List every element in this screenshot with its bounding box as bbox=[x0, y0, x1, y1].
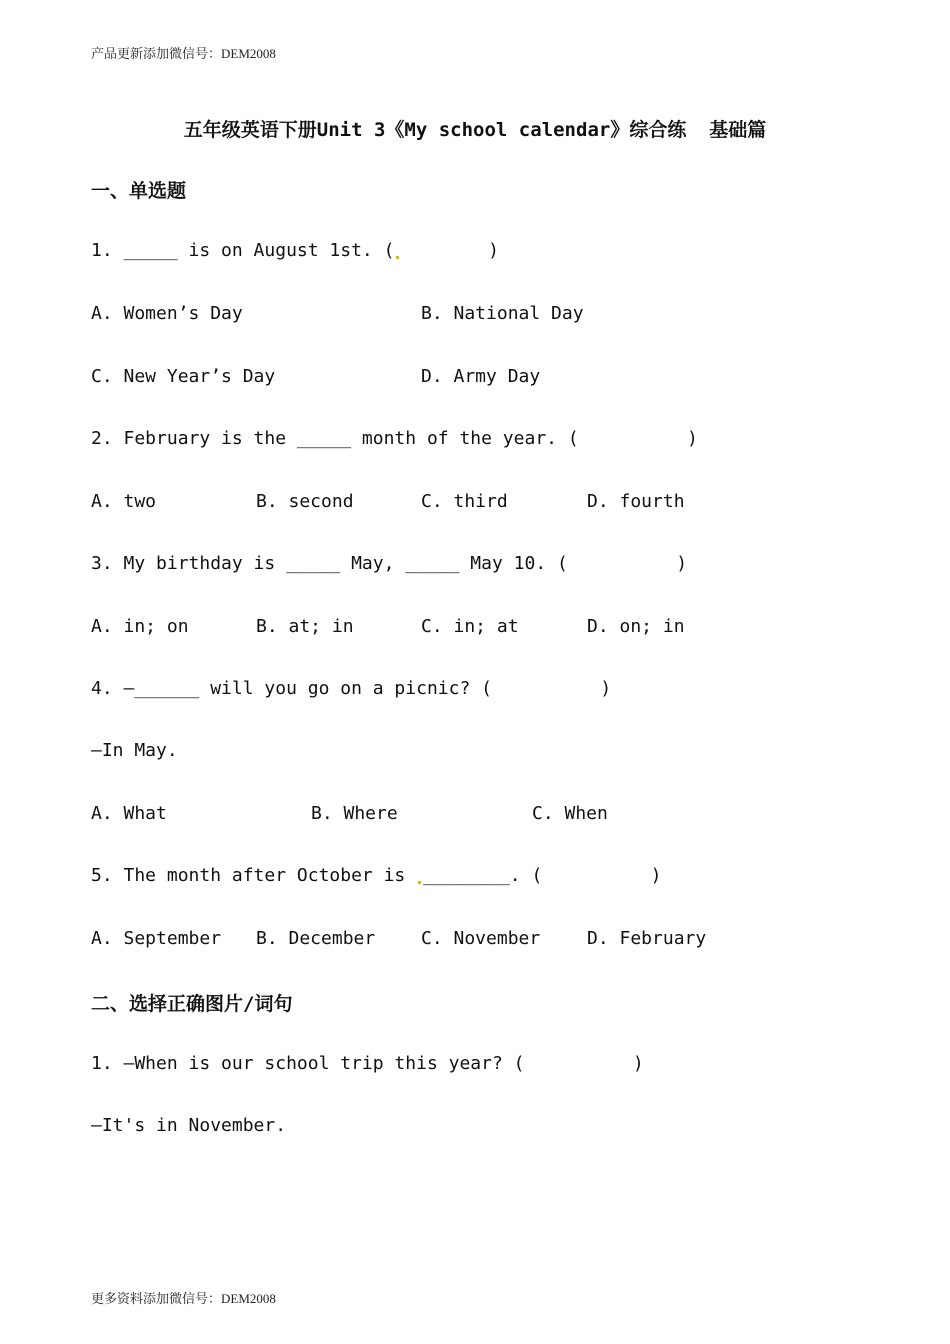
option: C. in; at bbox=[421, 616, 519, 637]
page-header: 产品更新添加微信号：DEM2008 bbox=[91, 46, 276, 61]
option: A. in; on bbox=[91, 616, 189, 637]
option: B. National Day bbox=[421, 303, 584, 324]
option: B. at; in bbox=[256, 616, 354, 637]
section2-question-1-answer: —It's in November. bbox=[91, 1115, 287, 1136]
option: B. Where bbox=[311, 803, 398, 824]
option: A. Women’s Day bbox=[91, 303, 243, 324]
option: A. two bbox=[91, 491, 157, 512]
section-heading-1: 一、单选题 bbox=[91, 180, 187, 202]
section2-question-1-stem: 1. —When is our school trip this year? ( ) bbox=[91, 1053, 644, 1074]
question-1-stem: 1. _____ is on August 1st. ( ) bbox=[91, 240, 499, 261]
question-3-stem: 3. My birthday is _____ May, _____ May 10. ( ) bbox=[91, 553, 688, 574]
option: C. When bbox=[532, 803, 608, 824]
option: B. December bbox=[256, 928, 376, 949]
question-4-answer: —In May. bbox=[91, 740, 178, 761]
section-heading-2: 二、选择正确图片/词句 bbox=[91, 993, 293, 1015]
option: C. November bbox=[421, 928, 541, 949]
option: D. on; in bbox=[587, 616, 685, 637]
mark-dot bbox=[418, 881, 421, 884]
page-footer: 更多资料添加微信号：DEM2008 bbox=[91, 1291, 276, 1306]
option: A. September bbox=[91, 928, 222, 949]
mark-dot bbox=[396, 256, 399, 259]
question-5-stem: 5. The month after October is ________. ( ) bbox=[91, 865, 662, 886]
option: D. February bbox=[587, 928, 707, 949]
question-2-stem: 2. February is the _____ month of the year. ( ) bbox=[91, 428, 698, 449]
option: B. second bbox=[256, 491, 354, 512]
option: D. Army Day bbox=[421, 366, 541, 387]
option: D. fourth bbox=[587, 491, 685, 512]
page-title: 五年级英语下册Unit 3《My school calendar》综合练 基础篇 bbox=[183, 119, 767, 141]
option: C. New Year’s Day bbox=[91, 366, 276, 387]
option: A. What bbox=[91, 803, 167, 824]
option: C. third bbox=[421, 491, 508, 512]
question-4-stem: 4. —______ will you go on a picnic? ( ) bbox=[91, 678, 612, 699]
